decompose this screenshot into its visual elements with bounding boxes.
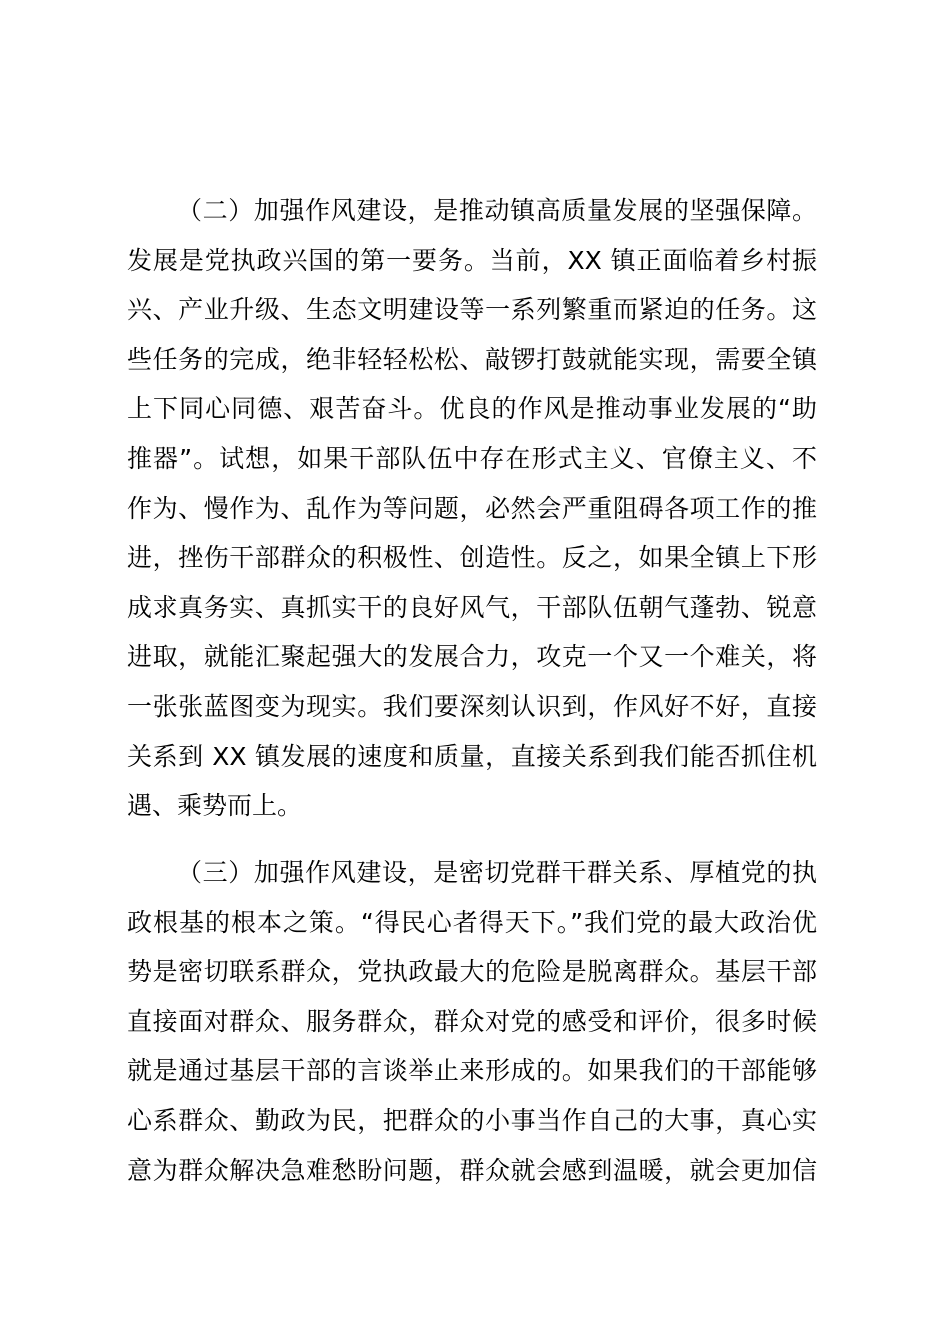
paragraph-line: 政根基的根本之策。“得民心者得天下。”我们党的最大政治优	[127, 907, 817, 937]
paragraph-line: 进，挫伤干部群众的积极性、创造性。反之，如果全镇上下形	[127, 543, 817, 573]
paragraph-section-three	[127, 848, 817, 1195]
paragraph-section-two	[127, 186, 817, 831]
paragraph-line: 就是通过基层干部的言谈举止来形成的。如果我们的干部能够	[127, 1056, 817, 1086]
paragraph-line: 关系到 XX 镇发展的速度和质量，直接关系到我们能否抓住机	[127, 741, 817, 771]
paragraph-line: 些任务的完成，绝非轻轻松松、敲锣打鼓就能实现，需要全镇	[127, 344, 817, 374]
paragraph-line: 兴、产业升级、生态文明建设等一系列繁重而紧迫的任务。这	[127, 295, 817, 325]
paragraph-line: 推器”。试想，如果干部队伍中存在形式主义、官僚主义、不	[127, 443, 817, 473]
paragraph-line: 心系群众、勤政为民，把群众的小事当作自己的大事，真心实	[127, 1105, 817, 1135]
paragraph-line: 进取，就能汇聚起强大的发展合力，攻克一个又一个难关，将	[127, 642, 817, 672]
paragraph-line: 意为群众解决急难愁盼问题，群众就会感到温暖，就会更加信	[127, 1155, 817, 1185]
paragraph-line: （三）加强作风建设，是密切党群干群关系、厚植党的执	[177, 858, 817, 887]
paragraph-line: 发展是党执政兴国的第一要务。当前，XX 镇正面临着乡村振	[127, 245, 817, 275]
paragraph-line: 遇、乘势而上。	[127, 791, 303, 821]
paragraph-line: 直接面对群众、服务群众，群众对党的感受和评价，很多时候	[127, 1006, 817, 1036]
paragraph-line: 上下同心同德、艰苦奋斗。优良的作风是推动事业发展的“助	[127, 394, 817, 424]
paragraph-line: 势是密切联系群众，党执政最大的危险是脱离群众。基层干部	[127, 957, 817, 987]
paragraph-line: 成求真务实、真抓实干的良好风气，干部队伍朝气蓬勃、锐意	[127, 592, 817, 622]
paragraph-line: 作为、慢作为、乱作为等问题，必然会严重阻碍各项工作的推	[127, 493, 817, 523]
paragraph-line: 一张张蓝图变为现实。我们要深刻认识到，作风好不好，直接	[127, 691, 817, 721]
paragraph-line: （二）加强作风建设，是推动镇高质量发展的坚强保障。	[177, 196, 817, 225]
